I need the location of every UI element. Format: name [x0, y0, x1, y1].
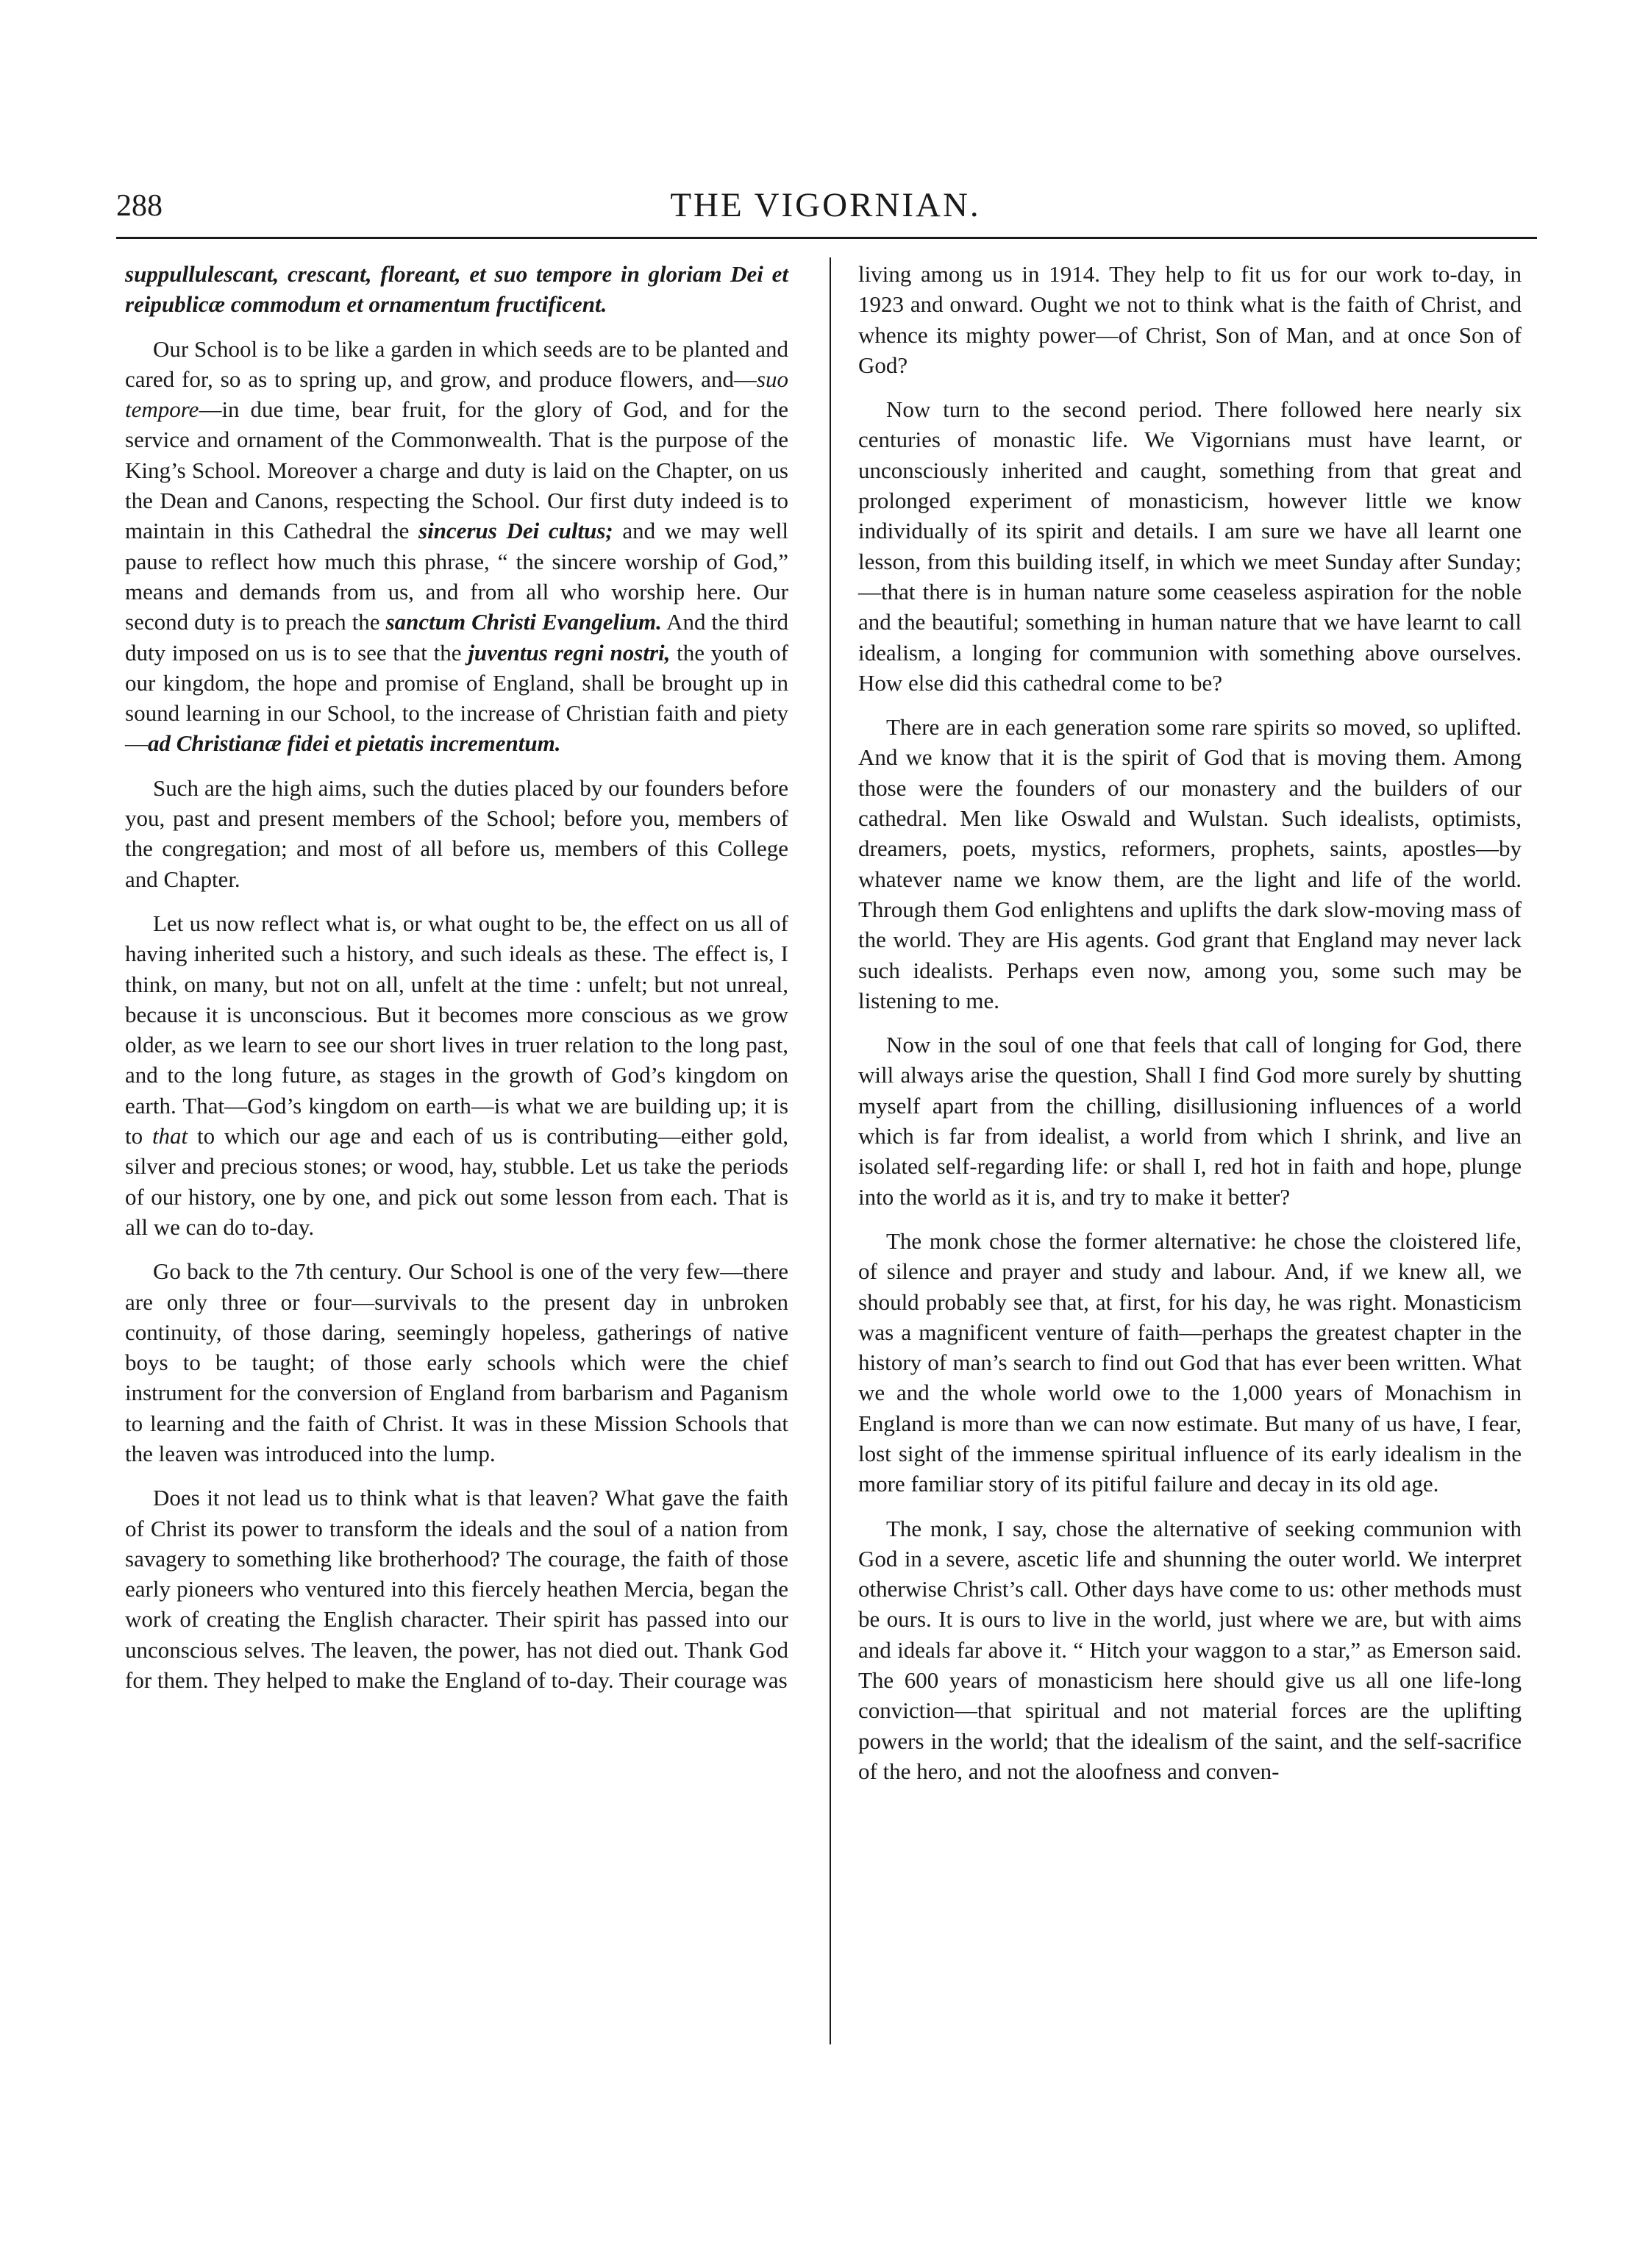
paragraph: The monk, I say, chose the alternative of seeking communion with God in a severe, ascetic life and shunning the outer world. We interpret otherwise Christ’s call. Other days have come to us: other methods must be ours. It is ours to live in the world, just where we are, but with aims and ideals far above it. “ Hitch your waggon to a star,” as Emerson said. The 600 years of monasticism here should give us all one life-long conviction—that spiritual and not material forces are the uplifting powers in the world; that the idealism of the saint, and the self-sacrifice of the hero, and not the aloofness and conven-	[858, 1515, 1522, 1784]
text-span: the youth of our kingdom, the hope and promise of England, shall be brought up in sound learning in our School, to the increase of Christian faith and piety—	[125, 639, 788, 757]
paragraph: Such are the high aims, such the duties placed by our founders before you, past and present members of the School; before you, members of the congregation; and most of all before us, members of this College and Chapter.	[125, 774, 788, 892]
running-title: THE VIGORNIAN.	[670, 186, 981, 224]
paragraph	[125, 334, 788, 759]
text-span: —in due time, bear fruit, for the glory of God, and for the service and ornament of the Commonwealth. That is the purpose of the King’s School. Moreover a charge and duty is laid on the Chapter, on us the Dean and Canons, respecting the School. Our first duty indeed is to maintain in this Cathedral the	[125, 396, 788, 544]
text-span: to which our age and each of us is contributing—either gold, silver and precious stones; or wood, hay, stubble. Let us take the periods of our history, one by one, and pick out some lesson from each. That is all we can do to-day.	[125, 1123, 788, 1240]
italic-phrase: sanctum Christi Evangelium.	[385, 609, 662, 635]
paragraph	[125, 908, 788, 1242]
italic-phrase: juventus regni nostri,	[468, 639, 671, 666]
italic-phrase: that	[151, 1123, 188, 1149]
latin-quote: suppullulescant, crescant, floreant, et suo tempore in gloriam Dei et reipublicæ commodum et ornamentum fructificent.	[125, 261, 788, 318]
text-span: Our School is to be like a garden in which seeds are to be planted and cared for, so as to spring up, and grow, and produce flowers, and—	[125, 335, 788, 392]
page-number: 288	[116, 189, 163, 223]
italic-phrase: sincerus Dei cultus;	[418, 518, 613, 544]
paragraph: Does it not lead us to think what is that leaven? What gave the faith of Christ its power to transform the ideals and the soul of a nation from savagery to something like brotherhood? The courage, the faith of those early pioneers who ventured into this fiercely heathen Mercia, began the work of creating the English character. Their spirit has passed into our unconscious selves. The leaven, the power, has not died out. Thank God for them. They helped to make the England of to-day. Their courage was	[125, 1485, 788, 1694]
paragraph: living among us in 1914. They help to fit us for our work to-day, in 1923 and onward. Ought we not to think what is the faith of Christ, and whence its mighty power—of Christ, Son of Man, and at once Son of God?	[858, 261, 1522, 378]
header-rule	[116, 237, 1537, 239]
paragraph: Go back to the 7th century. Our School is one of the very few—there are only three or four—survivals to the present day in unbroken continuity, of those daring, seemingly hopeless, gatherings of native boys to be taught; of those early schools which were the chief instrument for the conversion of England from barbarism and Paganism to learning and the faith of Christ. It was in these Mission Schools that the leaven was introduced into the lump.	[125, 1258, 788, 1466]
italic-phrase: suo tempore	[125, 365, 788, 423]
italic-phrase: ad Christianæ fidei et pietatis incrementum.	[148, 730, 561, 757]
left-column	[125, 259, 788, 1709]
right-column	[858, 259, 1522, 1800]
text-span: And the third duty imposed on us is to see that the	[125, 609, 788, 666]
paragraph: Now turn to the second period. There followed here nearly six centuries of monastic life. We Vigornians must have learnt, or unconsciously inherited and caught, something from that great and prolonged experiment of monasticism, however little we know individually of its spirit and details. I am sure we have all learnt one lesson, from this building itself, in which we meet Sunday after Sunday;—that there is in human nature some ceaseless aspiration for the noble and the beautiful; something in human nature that we have learnt to call idealism, a longing for communion with something above ourselves. How else did this cathedral come to be?	[858, 396, 1522, 696]
paragraph: Now in the soul of one that feels that call of longing for God, there will always arise the question, Shall I find God more surely by shutting myself apart from the chilling, disillusioning influences of a world which is far from idealist, a world from which I shrink, and live an isolated self-regarding life: or shall I, red hot in faith and hope, plunge into the world as it is, and try to make it better?	[858, 1032, 1522, 1210]
paragraph: The monk chose the former alternative: he chose the cloistered life, of silence and prayer and study and labour. And, if we knew all, we should probably see that, at first, for his day, he was right. Monasticism was a magnificent venture of faith—perhaps the greatest chapter in the history of man’s search to find out God that has ever been written. What we and the whole world owe to the 1,000 years of Monachism in England is more than we can now estimate. But many of us have, I fear, lost sight of the immense spiritual influence of its early idealism in the more familiar story of its pitiful failure and decay in its old age.	[858, 1227, 1522, 1497]
paragraph: There are in each generation some rare spirits so moved, so uplifted. And we know that it is the spirit of God that is moving them. Among those were the founders of our monastery and the builders of our cathedral. Men like Oswald and Wulstan. Such idealists, optimists, dreamers, poets, mystics, reformers, prophets, saints, apostles—by whatever name we know them, are the light and life of the world. Through them God enlightens and uplifts the dark slow-moving mass of the world. They are His agents. God grant that England may never lack such idealists. Perhaps even now, among you, some such may be listening to me.	[858, 714, 1522, 1013]
text-span: Let us now reflect what is, or what ought to be, the effect on us all of having inherited such a history, and such ideals as these. The effect is, I think, on many, but not on all, unfelt at the time : unfelt; but not unreal, because it is unconscious. But it becomes more conscious as we grow older, as we learn to see our short lives in truer relation to the long past, and to the long future, as stages in the growth of God’s kingdom on earth. That—God’s kingdom on earth—is what we are building up; it is to	[125, 910, 788, 1149]
column-divider	[830, 257, 831, 2044]
text-span: and we may well pause to reflect how much this phrase, “ the sincere worship of God,” means and demands from us, and from all who worship here. Our second duty is to preach the	[125, 518, 789, 635]
